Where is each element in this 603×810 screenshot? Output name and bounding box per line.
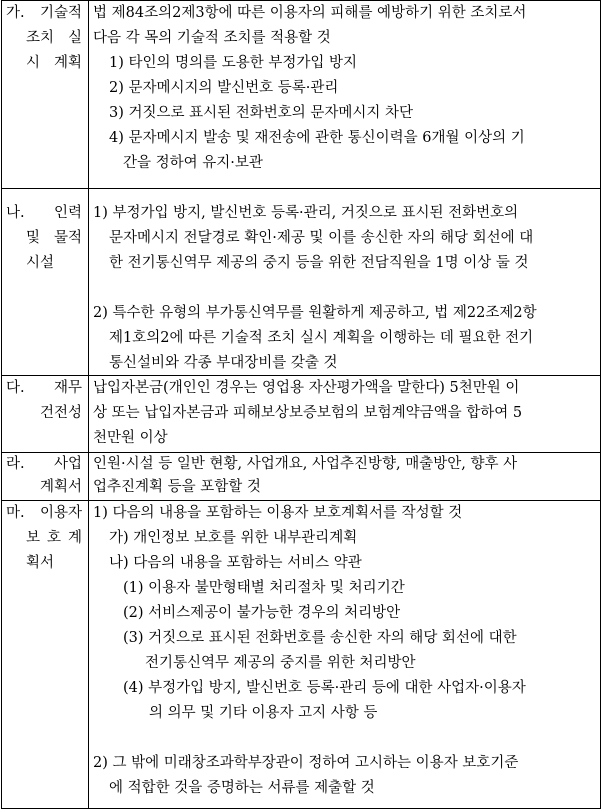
- content-line: 상 또는 납입자본금과 피해보상보증보험의 보험계약금액을 합하여 5: [93, 405, 523, 421]
- content-line: (2) 서비스제공이 불가능한 경우의 처리방안: [123, 605, 401, 621]
- content-line: 천만원 이상: [93, 430, 168, 446]
- table-row: [2, 188, 600, 375]
- label-line: 및 물적: [26, 230, 82, 246]
- content-line: 납입자본금(개인인 경우는 영업용 자산평가액을 말한다) 5천만원 이: [93, 380, 520, 396]
- table-row: [2, 375, 600, 452]
- row-content: [93, 501, 596, 801]
- content-line: 문자메시지 전달경로 확인·제공 및 이를 송신한 자의 해당 회선에 대: [109, 230, 534, 246]
- row-content: [93, 1, 596, 176]
- content-line: 가) 개인정보 보호를 위한 내부관리계획: [109, 530, 358, 546]
- row-content: [93, 201, 596, 376]
- content-line: 통신설비와 각종 부대장비를 갖출 것: [109, 355, 338, 371]
- content-line: (4) 부정가입 방지, 발신번호 등록·관리 등에 대한 사업자·이용자: [123, 680, 526, 696]
- content-line: 나) 다음의 내용을 포함하는 서비스 약관: [109, 555, 362, 571]
- content-line: 의 의무 및 기타 이용자 고지 사항 등: [149, 705, 378, 721]
- content-line: 1) 부정가입 방지, 발신번호 등록·관리, 거짓으로 표시된 전화번호의: [93, 205, 519, 221]
- content-line: 법 제84조의2제3항에 따른 이용자의 피해를 예방하기 위한 조치로서: [93, 5, 527, 21]
- content-line: 1) 다음의 내용을 포함하는 이용자 보호계획서를 작성할 것: [93, 505, 463, 521]
- content-line: 3) 거짓으로 표시된 전화번호의 문자메시지 차단: [109, 105, 414, 121]
- content-line: 업추진계획 등을 포함할 것: [93, 479, 261, 495]
- row-content: [93, 453, 596, 499]
- label-line: 조치 실: [26, 30, 82, 46]
- row-label: [2, 501, 88, 576]
- table-row: [2, 1, 600, 188]
- row-label: [2, 1, 88, 76]
- label-line: 획서: [26, 555, 55, 571]
- regulation-table: [1, 0, 601, 809]
- row-content: [93, 376, 596, 451]
- content-line: 다음 각 목의 기술적 조치를 적용할 것: [93, 30, 331, 46]
- label-line: 마. 이용자: [6, 505, 82, 521]
- content-line: 2) 문자메시지의 발신번호 등록·관리: [109, 80, 339, 96]
- row-label: [2, 376, 88, 426]
- row-label: [2, 189, 88, 276]
- label-line: 시 계획: [26, 55, 82, 71]
- label-line: 라. 사업: [6, 456, 82, 472]
- content-line: 인원·시설 등 일반 현황, 사업개요, 사업추진방향, 매출방안, 향후 사: [93, 456, 518, 472]
- label-line: 다. 재무: [6, 380, 82, 396]
- row-label: [2, 453, 88, 499]
- label-line: 가. 기술적: [6, 5, 82, 21]
- content-line: 1) 타인의 명의를 도용한 부정가입 방지: [109, 55, 358, 71]
- content-line: 에 적합한 것을 증명하는 서류를 제출할 것: [109, 780, 375, 796]
- content-line: 2) 특수한 유형의 부가통신역무를 원활하게 제공하고, 법 제22조제2항: [93, 305, 537, 321]
- content-line: 간을 정하여 유지·보관: [123, 155, 263, 171]
- content-line: 4) 문자메시지 발송 및 재전송에 관한 통신이력을 6개월 이상의 기: [109, 130, 525, 146]
- label-line: 시설: [26, 255, 55, 271]
- content-line: 제1호의2에 따른 기술적 조치 실시 계획을 이행하는 데 필요한 전기: [109, 330, 534, 346]
- content-line: (3) 거짓으로 표시된 전화번호를 송신한 자의 해당 회선에 대한: [123, 630, 517, 646]
- content-line: 2) 그 밖에 미래창조과학부장관이 정하여 고시하는 이용자 보호기준: [93, 755, 519, 771]
- label-line: 보 호 계: [26, 530, 82, 546]
- label-line: 계획서: [39, 479, 82, 495]
- label-line: 나. 인력: [6, 205, 82, 221]
- content-line: 한 전기통신역무 제공의 중지 등을 위한 전담직원을 1명 이상 둘 것: [109, 255, 529, 271]
- label-line: 건전성: [39, 405, 82, 421]
- content-line: (1) 이용자 불만형태별 처리절차 및 처리기간: [123, 580, 405, 596]
- content-line: 전기통신역무 제공의 중지를 위한 처리방안: [145, 655, 416, 671]
- table-row: [2, 452, 600, 500]
- table-row: [2, 500, 600, 808]
